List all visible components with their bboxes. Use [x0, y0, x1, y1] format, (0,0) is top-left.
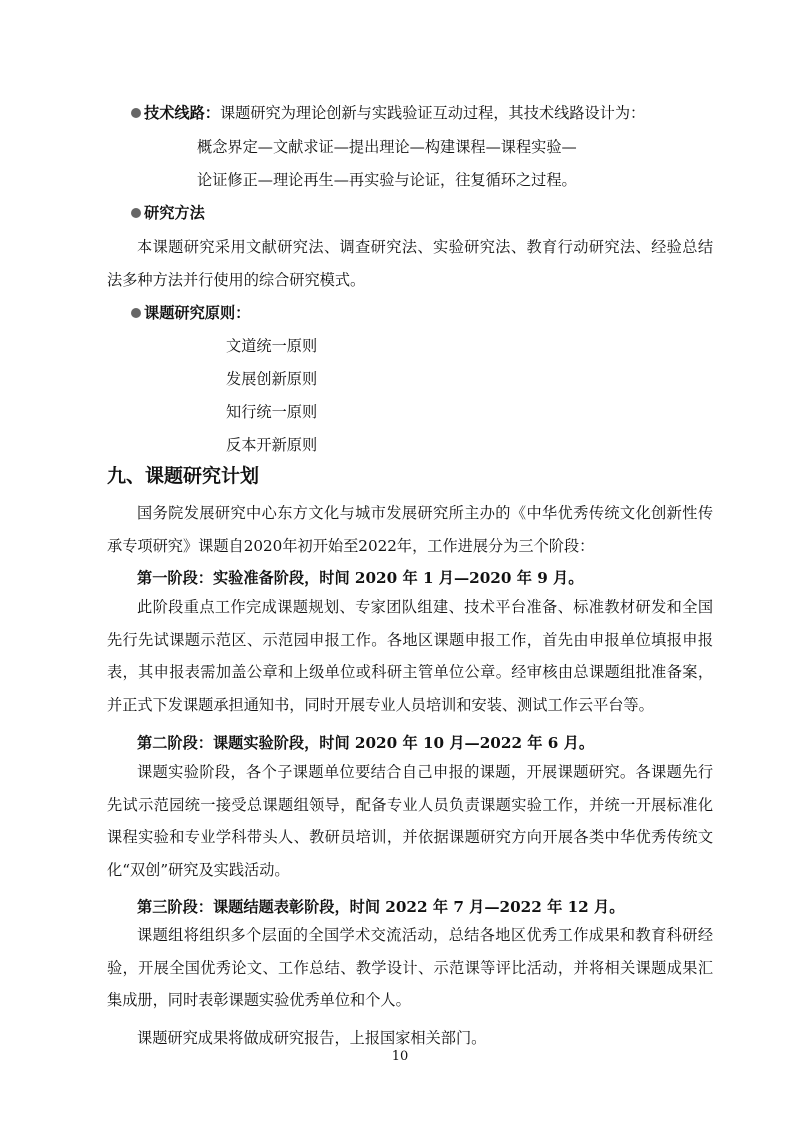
- methods-paragraph: 本课题研究采用文献研究法、调查研究法、实验研究法、教育行动研究法、经验总结法多种方法并行使用的综合研究模式。: [107, 238, 713, 289]
- tech-route-step-line-1: 概念界定—文献求证—提出理论—构建课程—课程实验—: [197, 138, 577, 156]
- principles-label: 课题研究原则：: [144, 304, 251, 322]
- bullet-icon: [131, 308, 141, 318]
- closing-line: 课题研究成果将做成研究报告，上报国家相关部门。: [137, 1029, 487, 1047]
- bullet-icon: [131, 108, 141, 118]
- principles-heading: [131, 303, 250, 323]
- stage3-text: 课题组将组织多个层面的全国学术交流活动，总结各地区优秀工作成果和教育科研经验，开展全国优秀论文、工作总结、教学设计、示范课等评比活动，并将相关课题成果汇集成册，同时表彰课题实验优秀单位和个人。: [107, 926, 713, 1009]
- stage2-title: 第二阶段：课题实验阶段，时间 2020 年 10 月—2022 年 6 月。: [137, 734, 595, 752]
- principle-item: 知行统一原则: [226, 403, 318, 421]
- stage1-title: 第一阶段：实验准备阶段，时间 2020 年 1 月—2020 年 9 月。: [137, 569, 584, 587]
- principle-item: 发展创新原则: [226, 370, 318, 388]
- section-intro: 国务院发展研究中心东方文化与城市发展研究所主办的《中华优秀传统文化创新性传承专项研究》课题自2020年初开始至2022年，工作进展分为三个阶段：: [107, 504, 713, 555]
- principle-item: 文道统一原则: [226, 337, 318, 355]
- stage1-text: 此阶段重点工作完成课题规划、专家团队组建、技术平台准备、标准教材研发和全国先行先试课题示范区、示范园申报工作。各地区课题申报工作，首先由申报单位填报申报表，其申报表需加盖公章和上级单位或科研主管单位公章。经审核由总课题组批准备案，并正式下发课题承担通知书，同时开展专业人员培训和安装、测试工作云平台等。: [107, 598, 713, 714]
- tech-route-line: [131, 103, 645, 123]
- principle-item: 反本开新原则: [226, 436, 318, 454]
- tech-route-text: 课题研究为理论创新与实践验证互动过程，其技术线路设计为：: [219, 104, 646, 122]
- methods-label: 研究方法: [144, 204, 205, 222]
- stage2-text: 课题实验阶段，各个子课题单位要结合自己申报的课题，开展课题研究。各课题先行先试示范园统一接受总课题组领导，配备专业人员负责课题实验工作，并统一开展标准化课程实验和专业学科带头人、教研员培训，并依据课题研究方向开展各类中华优秀传统文化“双创”研究及实践活动。: [107, 763, 713, 879]
- tech-route-step-line-2: 论证修正—理论再生—再实验与论证，往复循环之过程。: [197, 171, 577, 189]
- methods-heading: [131, 203, 205, 223]
- bullet-icon: [131, 208, 141, 218]
- section-heading: 九、课题研究计划: [107, 465, 260, 487]
- stage3-title: 第三阶段：课题结题表彰阶段，时间 2022 年 7 月—2022 年 12 月。: [137, 898, 625, 916]
- tech-route-label: 技术线路：: [144, 104, 220, 122]
- page-number: 10: [391, 1049, 409, 1064]
